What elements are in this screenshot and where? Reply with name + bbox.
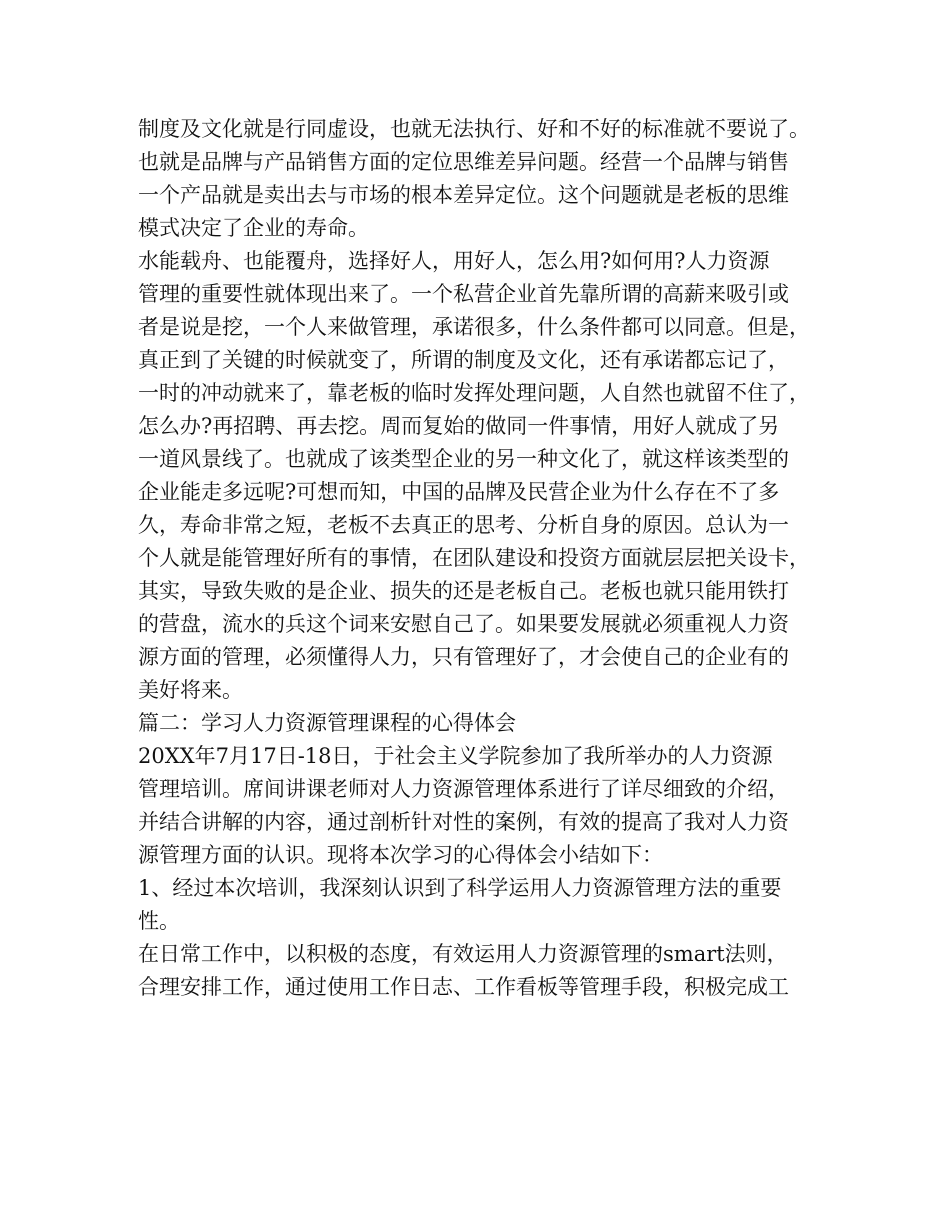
section-heading: 篇二：学习人力资源管理课程的心得体会	[138, 711, 516, 735]
text-line: 一道风景线了。也就成了该类型企业的另一种文化了，就这样该类型的	[138, 447, 789, 471]
text-line: 并结合讲解的内容，通过剖析针对性的案例，有效的提高了我对人力资	[138, 810, 789, 834]
text-line: 1、经过本次培训，我深刻认识到了科学运用人力资源管理方法的重要	[138, 876, 782, 900]
text-line: 管理培训。席间讲课老师对人力资源管理体系进行了详尽细致的介绍，	[138, 777, 789, 801]
text-line: 者是说是挖，一个人来做管理，承诺很多，什么条件都可以同意。但是，	[138, 315, 810, 339]
text-line: 企业能走多远呢?可想而知，中国的品牌及民营企业为什么存在不了多	[138, 480, 780, 504]
text-line: 源管理方面的认识。现将本次学习的心得体会小结如下：	[138, 843, 663, 867]
text-line: 其实，导致失败的是企业、损失的还是老板自己。老板也就只能用铁打	[138, 579, 789, 603]
text-line: 20XX年7月17日-18日，于社会主义学院参加了我所举办的人力资源	[138, 744, 773, 768]
text-line: 一个产品就是卖出去与市场的根本差异定位。这个问题就是老板的思维	[138, 183, 789, 207]
text-line: 久，寿命非常之短，老板不去真正的思考、分析自身的原因。总认为一	[138, 513, 789, 537]
text-line: 一时的冲动就来了，靠老板的临时发挥处理问题，人自然也就留不住了，	[138, 381, 810, 405]
text-line: 源方面的管理，必须懂得人力，只有管理好了，才会使自己的企业有的	[138, 645, 789, 669]
text-line: 美好将来。	[138, 678, 243, 702]
text-line: 制度及文化就是行同虚设，也就无法执行、好和不好的标准就不要说了。	[138, 117, 810, 141]
text-line: 个人就是能管理好所有的事情，在团队建设和投资方面就层层把关设卡，	[138, 546, 810, 570]
text-line: 管理的重要性就体现出来了。一个私营企业首先靠所谓的高薪来吸引或	[138, 282, 789, 306]
text-line: 真正到了关键的时候就变了，所谓的制度及文化，还有承诺都忘记了，	[138, 348, 789, 372]
text-line: 怎么办?再招聘、再去挖。周而复始的做同一件事情，用好人就成了另	[138, 414, 780, 438]
text-line: 在日常工作中，以积极的态度，有效运用人力资源管理的smart法则，	[138, 942, 788, 966]
text-line: 的营盘，流水的兵这个词来安慰自己了。如果要发展就必须重视人力资	[138, 612, 789, 636]
text-line: 合理安排工作，通过使用工作日志、工作看板等管理手段，积极完成工	[138, 975, 789, 999]
text-line: 性。	[138, 909, 180, 933]
text-line: 也就是品牌与产品销售方面的定位思维差异问题。经营一个品牌与销售	[138, 150, 789, 174]
text-line: 模式决定了企业的寿命。	[138, 216, 369, 240]
text-line: 水能载舟、也能覆舟，选择好人，用好人，怎么用?如何用?人力资源	[138, 249, 770, 273]
